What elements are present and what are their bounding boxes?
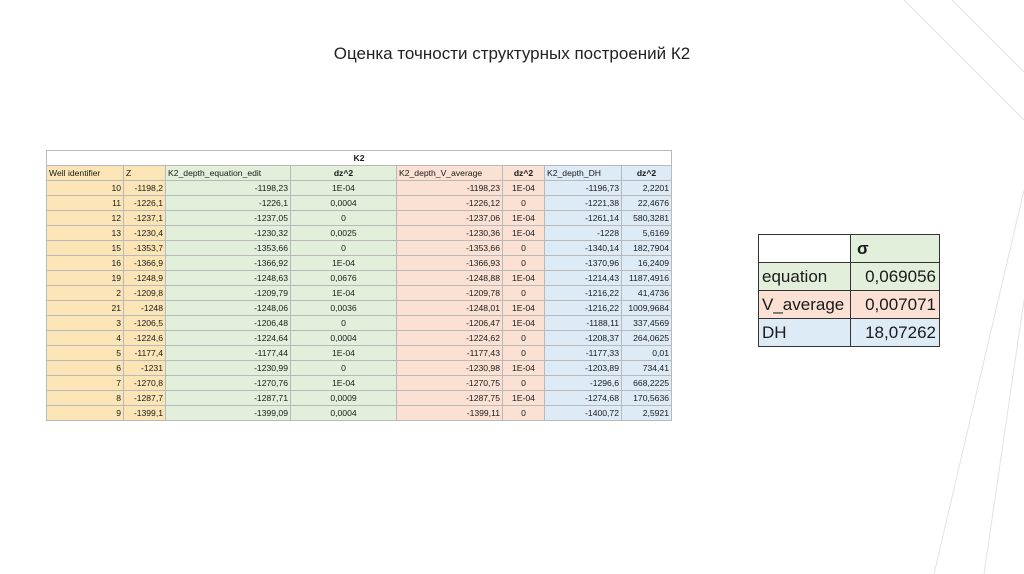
- cell-z: -1287,7: [124, 391, 166, 406]
- cell-dz2-v-average: 0: [503, 286, 545, 301]
- cell-dz2-dh: 734,41: [622, 361, 672, 376]
- cell-depth-v-average: -1209,78: [397, 286, 503, 301]
- cell-dz2-v-average: 0: [503, 406, 545, 421]
- cell-dz2-dh: 16,2409: [622, 256, 672, 271]
- sigma-corner-cell: [759, 235, 851, 263]
- cell-well-identifier: 11: [47, 196, 124, 211]
- cell-dz2-equation: 1E-04: [291, 286, 397, 301]
- cell-well-identifier: 21: [47, 301, 124, 316]
- cell-z: -1353,7: [124, 241, 166, 256]
- cell-well-identifier: 3: [47, 316, 124, 331]
- cell-dz2-equation: 0: [291, 361, 397, 376]
- cell-z: -1231: [124, 361, 166, 376]
- cell-z: -1248: [124, 301, 166, 316]
- cell-depth-dh: -1221,38: [545, 196, 622, 211]
- cell-dz2-equation: 1E-04: [291, 256, 397, 271]
- k2-data-table: [46, 150, 672, 421]
- cell-dz2-v-average: 0: [503, 376, 545, 391]
- cell-dz2-v-average: 1E-04: [503, 271, 545, 286]
- cell-depth-equation: -1270,76: [166, 376, 291, 391]
- cell-dz2-dh: 1009,9684: [622, 301, 672, 316]
- cell-well-identifier: 5: [47, 346, 124, 361]
- cell-z: -1177,4: [124, 346, 166, 361]
- cell-dz2-dh: 0,01: [622, 346, 672, 361]
- cell-dz2-v-average: 1E-04: [503, 226, 545, 241]
- table-row: [47, 346, 672, 361]
- sigma-row-dh: [759, 319, 940, 347]
- cell-dz2-dh: 580,3281: [622, 211, 672, 226]
- cell-dz2-equation: 0,0025: [291, 226, 397, 241]
- cell-depth-equation: -1353,66: [166, 241, 291, 256]
- sigma-header: σ: [851, 235, 940, 263]
- cell-depth-dh: -1274,68: [545, 391, 622, 406]
- cell-depth-equation: -1177,44: [166, 346, 291, 361]
- sigma-label: equation: [759, 263, 851, 291]
- cell-dz2-v-average: 0: [503, 346, 545, 361]
- col-header-depth-v-average: K2_depth_V_average: [397, 166, 503, 181]
- table-row: [47, 301, 672, 316]
- sigma-value: 0,007071: [851, 291, 940, 319]
- cell-z: -1270,8: [124, 376, 166, 391]
- cell-dz2-equation: 1E-04: [291, 181, 397, 196]
- table-row: [47, 226, 672, 241]
- cell-depth-dh: -1216,22: [545, 286, 622, 301]
- cell-depth-v-average: -1177,43: [397, 346, 503, 361]
- cell-dz2-v-average: 0: [503, 196, 545, 211]
- cell-depth-v-average: -1230,36: [397, 226, 503, 241]
- cell-depth-v-average: -1206,47: [397, 316, 503, 331]
- cell-dz2-dh: 264,0625: [622, 331, 672, 346]
- table-row: [47, 256, 672, 271]
- col-header-dz2-v-average: dz^2: [503, 166, 545, 181]
- cell-dz2-v-average: 1E-04: [503, 316, 545, 331]
- cell-depth-dh: -1188,11: [545, 316, 622, 331]
- cell-well-identifier: 8: [47, 391, 124, 406]
- sigma-value: 0,069056: [851, 263, 940, 291]
- cell-well-identifier: 16: [47, 256, 124, 271]
- cell-dz2-equation: 1E-04: [291, 346, 397, 361]
- sigma-row-equation: [759, 263, 940, 291]
- table-row: [47, 376, 672, 391]
- cell-depth-v-average: -1230,98: [397, 361, 503, 376]
- cell-dz2-v-average: 1E-04: [503, 211, 545, 226]
- cell-depth-equation: -1248,06: [166, 301, 291, 316]
- cell-depth-dh: -1177,33: [545, 346, 622, 361]
- col-header-dz2-dh: dz^2: [622, 166, 672, 181]
- cell-depth-equation: -1224,64: [166, 331, 291, 346]
- cell-z: -1366,9: [124, 256, 166, 271]
- cell-well-identifier: 12: [47, 211, 124, 226]
- cell-dz2-dh: 22,4676: [622, 196, 672, 211]
- cell-depth-dh: -1196,73: [545, 181, 622, 196]
- slide-title: Оценка точности структурных построений К2: [333, 44, 691, 63]
- cell-well-identifier: 9: [47, 406, 124, 421]
- table-row: [47, 331, 672, 346]
- table-row: [47, 286, 672, 301]
- cell-depth-v-average: -1353,66: [397, 241, 503, 256]
- cell-depth-equation: -1287,71: [166, 391, 291, 406]
- cell-dz2-v-average: 0: [503, 331, 545, 346]
- cell-dz2-equation: 0,0009: [291, 391, 397, 406]
- cell-well-identifier: 10: [47, 181, 124, 196]
- cell-dz2-equation: 0,0004: [291, 196, 397, 211]
- cell-z: -1230,4: [124, 226, 166, 241]
- cell-dz2-dh: 668,2225: [622, 376, 672, 391]
- cell-depth-v-average: -1270,75: [397, 376, 503, 391]
- sigma-table: [758, 234, 940, 347]
- cell-depth-equation: -1209,79: [166, 286, 291, 301]
- table-row: [47, 391, 672, 406]
- cell-well-identifier: 15: [47, 241, 124, 256]
- col-header-z: Z: [124, 166, 166, 181]
- cell-depth-dh: -1216,22: [545, 301, 622, 316]
- cell-well-identifier: 6: [47, 361, 124, 376]
- table-row: [47, 211, 672, 226]
- sigma-label: V_average: [759, 291, 851, 319]
- cell-depth-v-average: -1248,01: [397, 301, 503, 316]
- cell-dz2-v-average: 1E-04: [503, 361, 545, 376]
- cell-depth-equation: -1237,05: [166, 211, 291, 226]
- cell-dz2-equation: 1E-04: [291, 376, 397, 391]
- sigma-row-v-average: [759, 291, 940, 319]
- cell-dz2-v-average: 1E-04: [503, 301, 545, 316]
- cell-depth-equation: -1206,48: [166, 316, 291, 331]
- cell-dz2-dh: 41,4736: [622, 286, 672, 301]
- cell-z: -1248,9: [124, 271, 166, 286]
- table-header-row: [47, 166, 672, 181]
- cell-z: -1224,6: [124, 331, 166, 346]
- cell-depth-v-average: -1399,11: [397, 406, 503, 421]
- sigma-value: 18,07262: [851, 319, 940, 347]
- col-header-depth-equation: K2_depth_equation_edit: [166, 166, 291, 181]
- cell-depth-v-average: -1287,75: [397, 391, 503, 406]
- cell-depth-v-average: -1237,06: [397, 211, 503, 226]
- table-row: [47, 406, 672, 421]
- cell-well-identifier: 19: [47, 271, 124, 286]
- table-group-header: K2: [47, 151, 672, 166]
- col-header-dz2-equation: dz^2: [291, 166, 397, 181]
- cell-z: -1399,1: [124, 406, 166, 421]
- cell-depth-equation: -1226,1: [166, 196, 291, 211]
- cell-depth-equation: -1366,92: [166, 256, 291, 271]
- cell-depth-equation: -1198,23: [166, 181, 291, 196]
- cell-depth-dh: -1370,96: [545, 256, 622, 271]
- cell-dz2-v-average: 0: [503, 256, 545, 271]
- table-row: [47, 241, 672, 256]
- cell-well-identifier: 7: [47, 376, 124, 391]
- cell-z: -1206,5: [124, 316, 166, 331]
- cell-dz2-equation: 0,0004: [291, 406, 397, 421]
- cell-depth-dh: -1214,43: [545, 271, 622, 286]
- cell-depth-v-average: -1198,23: [397, 181, 503, 196]
- table-row: [47, 271, 672, 286]
- cell-well-identifier: 13: [47, 226, 124, 241]
- cell-dz2-equation: 0: [291, 211, 397, 226]
- cell-dz2-dh: 170,5636: [622, 391, 672, 406]
- cell-depth-dh: -1261,14: [545, 211, 622, 226]
- cell-depth-v-average: -1226,12: [397, 196, 503, 211]
- col-header-depth-dh: K2_depth_DH: [545, 166, 622, 181]
- cell-dz2-v-average: 1E-04: [503, 181, 545, 196]
- cell-depth-equation: -1230,32: [166, 226, 291, 241]
- table-row: [47, 361, 672, 376]
- cell-depth-equation: -1399,09: [166, 406, 291, 421]
- cell-dz2-dh: 337,4569: [622, 316, 672, 331]
- cell-depth-v-average: -1224,62: [397, 331, 503, 346]
- cell-depth-dh: -1400,72: [545, 406, 622, 421]
- cell-z: -1209,8: [124, 286, 166, 301]
- cell-depth-dh: -1296,6: [545, 376, 622, 391]
- cell-depth-v-average: -1366,93: [397, 256, 503, 271]
- table-row: [47, 316, 672, 331]
- cell-dz2-dh: 182,7904: [622, 241, 672, 256]
- cell-dz2-v-average: 0: [503, 241, 545, 256]
- cell-dz2-dh: 1187,4916: [622, 271, 672, 286]
- cell-z: -1237,1: [124, 211, 166, 226]
- cell-dz2-dh: 2,5921: [622, 406, 672, 421]
- cell-well-identifier: 2: [47, 286, 124, 301]
- cell-dz2-v-average: 1E-04: [503, 391, 545, 406]
- cell-dz2-equation: 0: [291, 241, 397, 256]
- cell-depth-equation: -1230,99: [166, 361, 291, 376]
- table-row: [47, 196, 672, 211]
- cell-depth-v-average: -1248,88: [397, 271, 503, 286]
- cell-depth-equation: -1248,63: [166, 271, 291, 286]
- sigma-label: DH: [759, 319, 851, 347]
- cell-depth-dh: -1228: [545, 226, 622, 241]
- col-header-well-identifier: Well identifier: [47, 166, 124, 181]
- cell-dz2-equation: 0,0004: [291, 331, 397, 346]
- cell-dz2-dh: 5,6169: [622, 226, 672, 241]
- cell-depth-dh: -1203,89: [545, 361, 622, 376]
- cell-z: -1198,2: [124, 181, 166, 196]
- cell-well-identifier: 4: [47, 331, 124, 346]
- table-row: [47, 181, 672, 196]
- cell-dz2-dh: 2,2201: [622, 181, 672, 196]
- cell-dz2-equation: 0,0036: [291, 301, 397, 316]
- cell-dz2-equation: 0: [291, 316, 397, 331]
- cell-depth-dh: -1340,14: [545, 241, 622, 256]
- cell-depth-dh: -1208,37: [545, 331, 622, 346]
- cell-dz2-equation: 0,0676: [291, 271, 397, 286]
- cell-z: -1226,1: [124, 196, 166, 211]
